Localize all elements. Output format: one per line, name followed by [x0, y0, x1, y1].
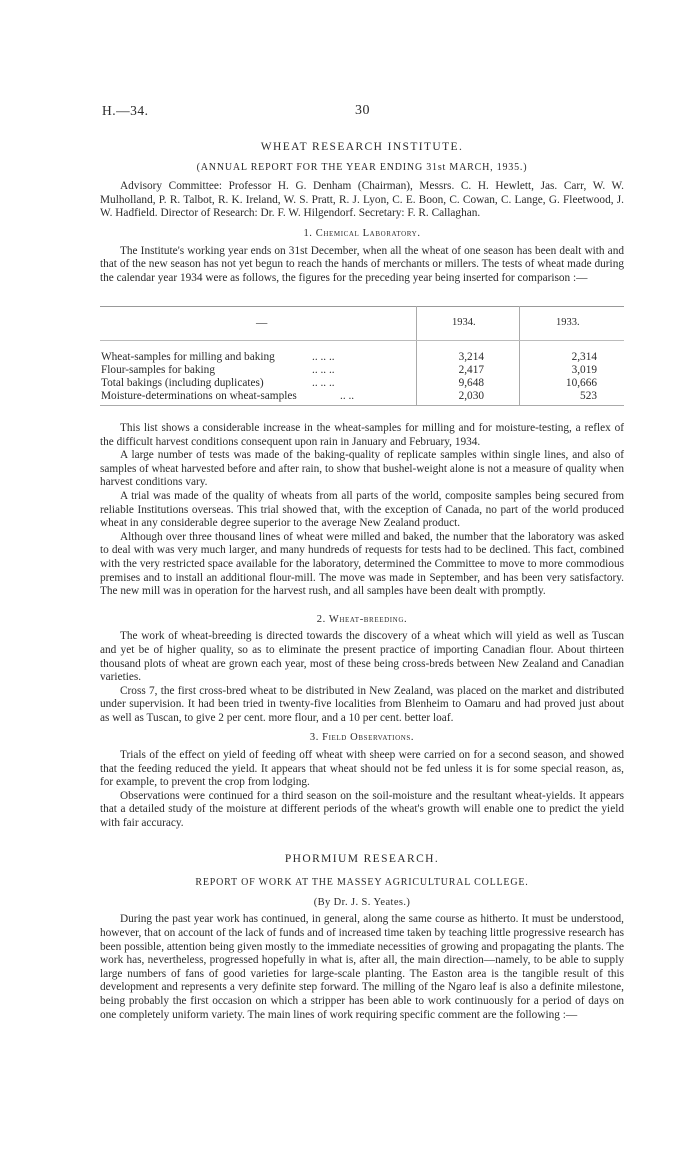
value-1933: 10,666: [565, 377, 597, 389]
phormium-para-1: During the past year work has continued, in general, along the same course as hitherto. It must be understood, however, that on account of the lack of funds and of increased time taken by teaching little progressive research has been possible, attention being given mostly to the immediate necessities of growing and propagating the plants. The work has, nevertheless, progressed hopefully in what is, after all, the main direction—namely, to be able to supply large numbers of fans of good varieties for large-scale planting. The Easton area is the tangible result of this development and represents a very definite step forward. The milling of the Ngaro leaf is also a definite milestone, being probably the first occasion on which a stripper has been able to work continuously for a period of days on one completely uniform variety. The main lines of work requiring specific comment are the following :—: [100, 913, 624, 1021]
phormium-byline: (By Dr. J. S. Yeates.): [313, 896, 411, 908]
table-column-divider: [416, 306, 417, 405]
row-leader-dots: .. .. ..: [312, 377, 335, 389]
phormium-subtitle: REPORT OF WORK AT THE MASSEY AGRICULTURAL COLLEGE.: [195, 877, 529, 889]
field-observations-para-1: Trials of the effect on yield of feeding off wheat with sheep were carried on for a second season, and showed that the feeding reduced the yield. It appears that wheat should not be fed unless it is for some special reason, as, for example, to prevent the crop from lodging.: [100, 749, 624, 789]
wheat-breeding-para-1: The work of wheat-breeding is directed towards the discovery of a wheat which will yield as well as Tuscan and yet be of higher quality, so as to eliminate the present practice of importing Canadian flour. About thirteen thousand plots of wheat are grown each year, most of these being cross-breds between New Zealand and Canadian varieties.: [100, 630, 624, 684]
table-header-rule: [100, 340, 624, 341]
wheat-title: WHEAT RESEARCH INSTITUTE.: [260, 141, 464, 153]
wheat-section-top: [100, 141, 624, 285]
value-1934: 3,214: [458, 351, 484, 363]
chemical-laboratory-para-4: Although over three thousand lines of wheat were milled and baked, the number that the laboratory was asked to deal with was very much larger, and many hundreds of requests for tests had to be declined. This fact, combined with the very restricted space available for the laboratory, determined the Committee to move to more commodious premises and to install an additional flour-mill. The move was made in September, and has been very satisfactory. The new mill was in operation for the harvest rush, and all samples have been dealt with promptly.: [100, 530, 624, 598]
section-heading-field-observations: 3. Field Observations.: [309, 732, 415, 744]
row-leader-dots: .. .. ..: [312, 351, 335, 363]
wheat-subtitle: (ANNUAL REPORT FOR THE YEAR ENDING 31st MARCH, 1935.): [196, 161, 528, 173]
value-1934: 2,417: [458, 364, 484, 376]
chemical-laboratory-intro: The Institute's working year ends on 31st December, when all the wheat of one season has been dealt with and that of the new season has not yet begun to reach the hands of merchants or millers. The tests of wheat made during the calendar year 1934 were as follows, the figures for the preceding year being inserted for comparison :—: [100, 244, 624, 284]
row-leader-dots: .. ..: [340, 390, 355, 402]
chemical-laboratory-para-1: This list shows a considerable increase in the wheat-samples for milling and for moisture-testing, a reflex of the difficult harvest conditions consequent upon rain in January and February, 1934.: [100, 422, 624, 448]
value-1933: 3,019: [571, 364, 597, 376]
value-1933: 523: [580, 390, 597, 402]
table-corner: —: [256, 317, 268, 329]
field-observations-para-2: Observations were continued for a third season on the soil-moisture and the resultant wheat-yields. It appears that a detailed study of the moisture at different periods of the wheat's growth will enable one to predict the yield with fair accuracy.: [100, 789, 624, 830]
running-header-reference: H.—34.: [102, 103, 149, 118]
table-header-1933: 1933.: [556, 317, 580, 328]
value-1934: 2,030: [458, 390, 484, 402]
value-1934: 9,648: [458, 377, 484, 389]
page-number: 30: [355, 103, 370, 118]
row-label: Wheat-samples for milling and baking: [101, 351, 275, 363]
table-bottom-rule: [100, 405, 624, 406]
chemical-laboratory-para-2: A large number of tests was made of the baking-quality of replicate samples within single lines, and also of samples of wheat harvested before and after rain, to show that bushel-weight alone is not a measure of quality when harvest conditions vary.: [100, 449, 624, 489]
row-label: Moisture-determinations on wheat-samples: [101, 390, 297, 402]
table-top-rule: [100, 306, 624, 307]
advisory-committee: Advisory Committee: Professor H. G. Denham (Chairman), Messrs. C. H. Hewlett, Jas. Carr, W. W. Mulholland, P. R. Talbot, R. K. Ireland, W. S. Pratt, R. J. Lyon, C. E. Boon, C. Cowan, C. Lange, G. Fleetwood, J. W. Hadfield. Director of Research: Dr. F. W. Hilgendorf. Secretary: F. R. Callaghan.: [100, 180, 624, 220]
wheat-breeding-para-2: Cross 7, the first cross-bred wheat to be distributed in New Zealand, was placed on the market and distributed under supervision. It had been tried in twenty-five localities from Blenheim to Oamaru and had proved just about as well as Tuscan, to give 2 per cent. more flour, and a 10 per cent. better loaf.: [100, 684, 624, 724]
row-leader-dots: .. .. ..: [312, 364, 335, 376]
section-heading-wheat-breeding: 2. Wheat-breeding.: [316, 613, 408, 625]
phormium-title: PHORMIUM RESEARCH.: [284, 852, 440, 865]
row-label: Flour-samples for baking: [101, 364, 215, 376]
wheat-section-body: [100, 422, 624, 1022]
value-1933: 2,314: [571, 351, 597, 363]
table-header-1934: 1934.: [452, 317, 476, 328]
chemical-laboratory-para-3: A trial was made of the quality of wheats from all parts of the world, composite samples being secured from reliable Institutions overseas. This trial showed that, with the exception of Canada, no part of the world produced wheat in any considerable degree superior to the average New Zealand product.: [100, 489, 624, 530]
section-heading-chemical-laboratory: 1. Chemical Laboratory.: [303, 227, 421, 239]
row-label: Total bakings (including duplicates): [101, 377, 264, 389]
